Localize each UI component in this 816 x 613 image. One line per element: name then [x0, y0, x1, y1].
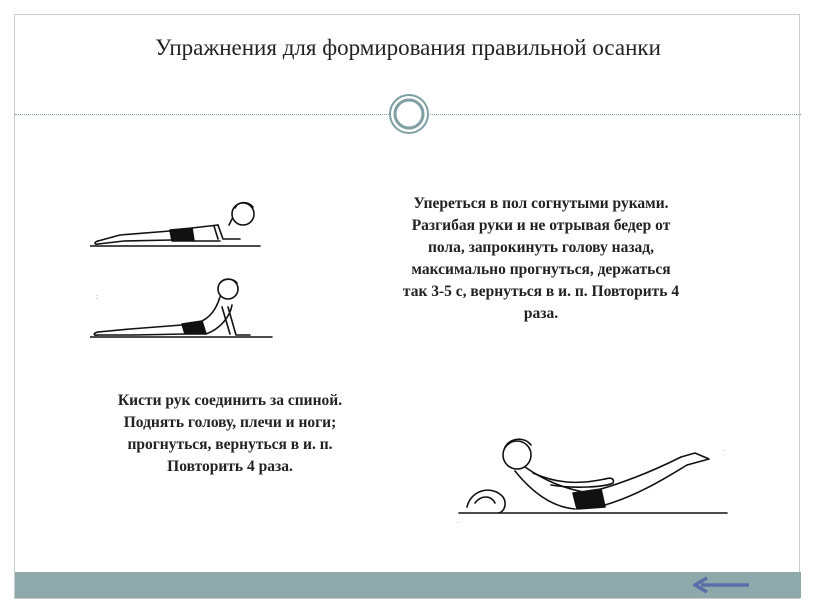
figure-prone-start-icon [90, 195, 265, 251]
svg-text:.: . [457, 518, 459, 525]
exercise-2-description: Кисти рук соединить за спиной. Поднять голову, плечи и ноги; прогнуться, вернуться в и. п. Повторить 4 раза. [117, 392, 343, 475]
slide-title: Упражнения для формирования правильной осанки [155, 35, 661, 60]
double-circle-ornament-icon [389, 94, 429, 134]
figure-cobra-icon [90, 277, 275, 343]
svg-text:.: . [723, 446, 725, 453]
back-arrow-icon[interactable] [693, 576, 751, 594]
svg-text::: : [96, 294, 98, 301]
slide [14, 14, 800, 599]
footer-bar [15, 572, 801, 598]
figure-boat-icon [455, 427, 735, 527]
exercise-1-description: Упереться в пол согнутыми руками. Разгибая руки и не отрывая бедер от пола, запрокинуть голову назад, максимально прогнуться, держаться так 3-5 с, вернуться в и. п. Повторить 4 раза. [402, 195, 680, 322]
